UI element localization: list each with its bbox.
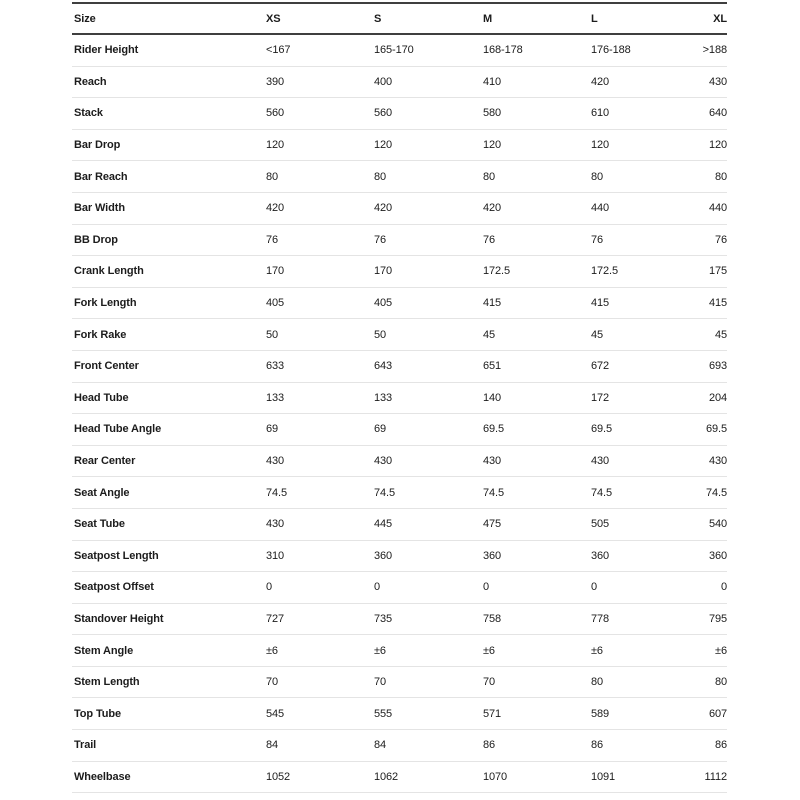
row-label: Seat Angle: [74, 486, 130, 499]
cell-value: 360: [591, 549, 610, 562]
cell-value: 1091: [591, 770, 616, 783]
cell-value: 1112: [704, 770, 727, 783]
cell-value: 74.5: [374, 486, 396, 499]
cell-value: 74.5: [705, 486, 727, 499]
cell-value: 50: [266, 328, 279, 341]
row-label: Standover Height: [74, 612, 164, 625]
cell-value: 50: [374, 328, 387, 341]
row-label: Head Tube: [74, 391, 129, 404]
cell-value: 172.5: [591, 265, 619, 278]
cell-value: 405: [374, 297, 393, 310]
cell-value: 0: [720, 581, 727, 594]
table-row: [72, 572, 727, 604]
table-row: [72, 319, 727, 351]
cell-value: 74.5: [591, 486, 613, 499]
cell-value: 420: [374, 202, 393, 215]
cell-value: 69.5: [591, 423, 613, 436]
cell-value: 420: [483, 202, 502, 215]
header-xl: XL: [713, 12, 727, 25]
cell-value: 505: [591, 518, 610, 531]
cell-value: 204: [708, 391, 727, 404]
row-label: Head Tube Angle: [74, 423, 162, 436]
cell-value: 360: [708, 549, 727, 562]
cell-value: 69.5: [705, 423, 727, 436]
row-label: Stem Length: [74, 676, 140, 689]
row-label: BB Drop: [74, 233, 118, 246]
table-row: [72, 130, 727, 162]
row-label: Bar Reach: [74, 170, 128, 183]
cell-value: 120: [374, 139, 393, 152]
table-row: [72, 509, 727, 541]
cell-value: 430: [708, 75, 727, 88]
cell-value: 76: [714, 233, 727, 246]
table-row: [72, 35, 727, 67]
cell-value: ±6: [591, 644, 603, 657]
cell-value: 80: [374, 170, 387, 183]
cell-value: 84: [266, 739, 279, 752]
table-row: [72, 98, 727, 130]
cell-value: 70: [266, 676, 279, 689]
cell-value: 86: [591, 739, 604, 752]
cell-value: 45: [483, 328, 496, 341]
cell-value: 430: [483, 455, 502, 468]
cell-value: 430: [708, 455, 727, 468]
cell-value: 80: [591, 676, 604, 689]
cell-value: 405: [266, 297, 285, 310]
cell-value: 475: [483, 518, 502, 531]
table-row: [72, 225, 727, 257]
cell-value: 170: [374, 265, 393, 278]
table-row: [72, 667, 727, 699]
table-row: [72, 161, 727, 193]
cell-value: 0: [483, 581, 490, 594]
cell-value: 70: [483, 676, 496, 689]
cell-value: 430: [266, 455, 285, 468]
cell-value: 735: [374, 612, 393, 625]
cell-value: <167: [266, 44, 291, 57]
cell-value: 580: [483, 107, 502, 120]
row-label: Fork Length: [74, 297, 137, 310]
cell-value: 76: [591, 233, 604, 246]
cell-value: 1062: [374, 770, 399, 783]
cell-value: 120: [483, 139, 502, 152]
header-s: S: [374, 12, 382, 25]
cell-value: 74.5: [266, 486, 288, 499]
row-label: Crank Length: [74, 265, 144, 278]
cell-value: ±6: [374, 644, 386, 657]
cell-value: 172.5: [483, 265, 511, 278]
table-row: [72, 383, 727, 415]
row-label: Seatpost Length: [74, 549, 159, 562]
cell-value: 560: [266, 107, 285, 120]
cell-value: 430: [266, 518, 285, 531]
row-label: Fork Rake: [74, 328, 127, 341]
cell-value: 140: [483, 391, 502, 404]
cell-value: 589: [591, 707, 610, 720]
table-row: [72, 541, 727, 573]
cell-value: 69: [266, 423, 279, 436]
cell-value: 440: [591, 202, 610, 215]
cell-value: 445: [374, 518, 393, 531]
cell-value: 415: [483, 297, 502, 310]
cell-value: 440: [708, 202, 727, 215]
cell-value: 410: [483, 75, 502, 88]
cell-value: 133: [374, 391, 393, 404]
header-size: Size: [74, 12, 96, 25]
cell-value: 80: [591, 170, 604, 183]
cell-value: 400: [374, 75, 393, 88]
table-row: [72, 730, 727, 762]
cell-value: 643: [374, 360, 393, 373]
row-label: Stack: [74, 107, 103, 120]
table-row: [72, 414, 727, 446]
cell-value: ±6: [483, 644, 495, 657]
cell-value: 1052: [266, 770, 291, 783]
cell-value: 120: [266, 139, 285, 152]
cell-value: 420: [266, 202, 285, 215]
table-row: [72, 604, 727, 636]
cell-value: 69.5: [483, 423, 505, 436]
cell-value: 571: [483, 707, 502, 720]
cell-value: 120: [708, 139, 727, 152]
cell-value: 390: [266, 75, 285, 88]
row-label: Rider Height: [74, 44, 139, 57]
row-label: Stem Angle: [74, 644, 134, 657]
cell-value: 172: [591, 391, 610, 404]
cell-value: 360: [374, 549, 393, 562]
cell-value: 168-178: [483, 44, 523, 57]
cell-value: 778: [591, 612, 610, 625]
cell-value: 86: [714, 739, 727, 752]
row-label: Top Tube: [74, 707, 122, 720]
cell-value: 693: [708, 360, 727, 373]
table-row: [72, 698, 727, 730]
cell-value: >188: [702, 44, 727, 57]
cell-value: 45: [714, 328, 727, 341]
cell-value: 651: [483, 360, 502, 373]
table-header-row: [72, 2, 727, 35]
row-label: Seatpost Offset: [74, 581, 154, 594]
table-row: [72, 67, 727, 99]
row-label: Front Center: [74, 360, 139, 373]
header-m: M: [483, 12, 493, 25]
cell-value: 175: [708, 265, 727, 278]
cell-value: 1070: [483, 770, 508, 783]
cell-value: 84: [374, 739, 387, 752]
cell-value: ±6: [715, 644, 727, 657]
table-row: [72, 193, 727, 225]
cell-value: 607: [708, 707, 727, 720]
cell-value: 74.5: [483, 486, 505, 499]
cell-value: 133: [266, 391, 285, 404]
row-label: Rear Center: [74, 455, 136, 468]
row-label: Reach: [74, 75, 107, 88]
cell-value: 86: [483, 739, 496, 752]
cell-value: 80: [483, 170, 496, 183]
row-label: Bar Drop: [74, 139, 121, 152]
geometry-table: [72, 2, 727, 793]
cell-value: 80: [714, 676, 727, 689]
cell-value: 555: [374, 707, 393, 720]
cell-value: 415: [591, 297, 610, 310]
cell-value: 70: [374, 676, 387, 689]
cell-value: 415: [708, 297, 727, 310]
row-label: Wheelbase: [74, 770, 131, 783]
cell-value: 420: [591, 75, 610, 88]
cell-value: 69: [374, 423, 387, 436]
cell-value: 170: [266, 265, 285, 278]
cell-value: 45: [591, 328, 604, 341]
cell-value: 165-170: [374, 44, 414, 57]
table-row: [72, 446, 727, 478]
cell-value: ±6: [266, 644, 278, 657]
table-row: [72, 256, 727, 288]
cell-value: 80: [714, 170, 727, 183]
cell-value: 540: [708, 518, 727, 531]
cell-value: 633: [266, 360, 285, 373]
cell-value: 430: [374, 455, 393, 468]
table-body: [72, 35, 727, 793]
table-row: [72, 477, 727, 509]
cell-value: 0: [591, 581, 598, 594]
cell-value: 80: [266, 170, 279, 183]
table-row: [72, 288, 727, 320]
header-l: L: [591, 12, 598, 25]
table-row: [72, 635, 727, 667]
row-label: Seat Tube: [74, 518, 125, 531]
row-label: Trail: [74, 739, 97, 752]
cell-value: 76: [374, 233, 387, 246]
cell-value: 0: [374, 581, 381, 594]
cell-value: 176-188: [591, 44, 631, 57]
header-xs: XS: [266, 12, 281, 25]
cell-value: 560: [374, 107, 393, 120]
cell-value: 795: [708, 612, 727, 625]
cell-value: 310: [266, 549, 285, 562]
cell-value: 76: [266, 233, 279, 246]
cell-value: 672: [591, 360, 610, 373]
cell-value: 120: [591, 139, 610, 152]
cell-value: 545: [266, 707, 285, 720]
table-row: [72, 351, 727, 383]
cell-value: 610: [591, 107, 610, 120]
cell-value: 758: [483, 612, 502, 625]
cell-value: 360: [483, 549, 502, 562]
table-row: [72, 762, 727, 794]
cell-value: 76: [483, 233, 496, 246]
cell-value: 640: [708, 107, 727, 120]
cell-value: 430: [591, 455, 610, 468]
row-label: Bar Width: [74, 202, 125, 215]
cell-value: 0: [266, 581, 273, 594]
cell-value: 727: [266, 612, 285, 625]
